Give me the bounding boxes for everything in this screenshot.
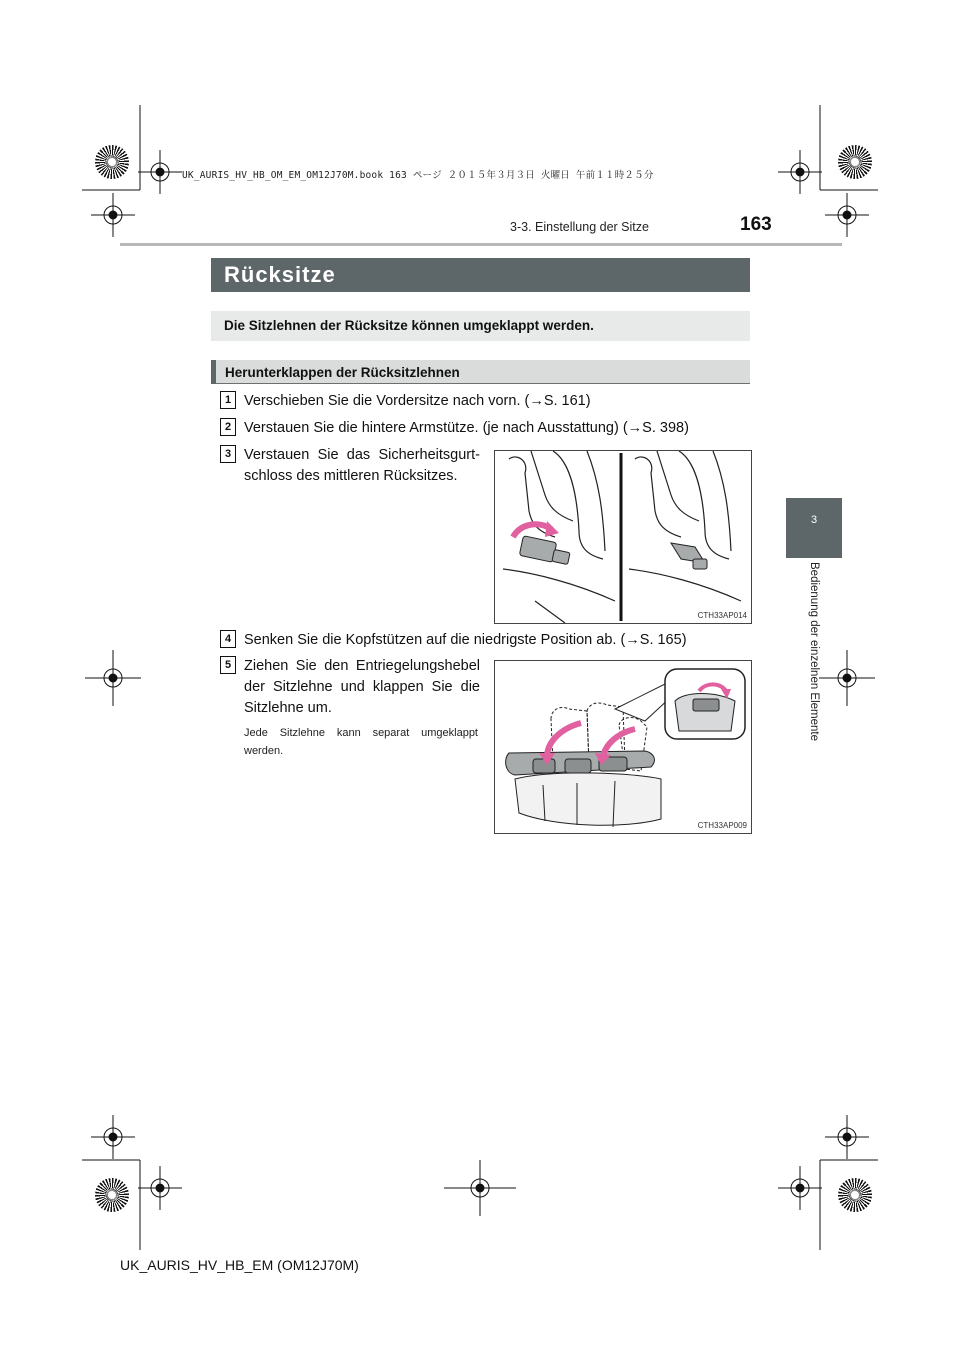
step-number-3: 3 — [220, 445, 236, 463]
footer-code: UK_AURIS_HV_HB_EM (OM12J70M) — [120, 1257, 359, 1273]
subheading-text: Herunterklappen der Rücksitzlehnen — [225, 365, 460, 380]
section-title: 3-3. Einstellung der Sitze — [510, 220, 649, 234]
intro-box: Die Sitzlehnen der Rücksitze können umgeklappt werden. — [211, 311, 750, 341]
page-title: Rücksitze — [211, 258, 750, 292]
print-info: UK_AURIS_HV_HB_OM_EM_OM12J70M.book 163 ページ ２０１５年３月３日 火曜日 午前１１時２５分 — [182, 170, 654, 181]
chapter-number: 3 — [810, 514, 818, 526]
subheading — [211, 360, 750, 384]
step-text-3: Verstauen Sie das Sicherheitsgurtschloss des mittleren Rücksitzes. — [244, 447, 480, 484]
step-number-5: 5 — [220, 656, 236, 674]
step-number-1: 1 — [220, 391, 236, 409]
figure-code-1: CTH33AP014 — [697, 611, 747, 620]
step-text-5: Ziehen Sie den Entriegelungshebel der Sitzlehne und klappen Sie die Sitzlehne um. — [244, 658, 480, 716]
figure-buckle-stow — [494, 450, 752, 624]
step-number-4: 4 — [220, 630, 236, 648]
page-number: 163 — [740, 214, 772, 235]
step-text-2: Verstauen Sie die hintere Armstütze. (je nach Ausstattung) (→S. 398) — [244, 420, 689, 436]
seatback-fold-illustration — [495, 661, 751, 833]
figure-fold-seatback — [494, 660, 752, 834]
chapter-tab — [786, 498, 842, 558]
step-number-2: 2 — [220, 418, 236, 436]
step-note-5: Jede Sitzlehne kann separat umgeklappt werden. — [244, 727, 478, 757]
figure-code-2: CTH33AP009 — [697, 821, 747, 830]
chapter-title: Bedienung der einzelnen Elemente — [808, 562, 820, 742]
step-text-4: Senken Sie die Kopfstützen auf die niedrigste Position ab. (→S. 165) — [244, 632, 687, 648]
step-text-1: Verschieben Sie die Vordersitze nach vorn. (→S. 161) — [244, 393, 591, 409]
header-divider — [120, 243, 842, 246]
buckle-illustration — [495, 451, 751, 623]
chapter-title-vertical — [804, 562, 824, 772]
